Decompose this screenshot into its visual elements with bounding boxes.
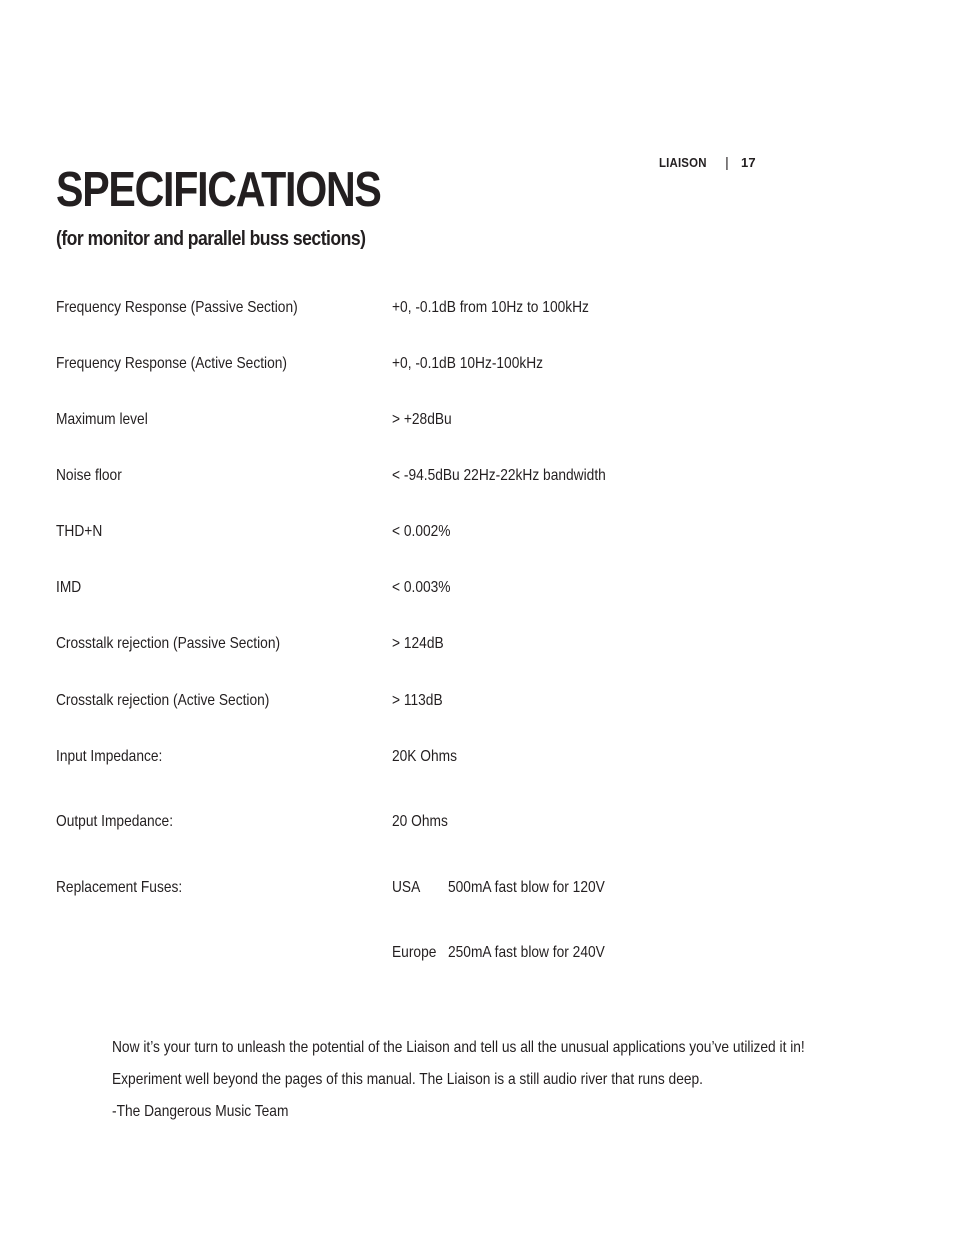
- spec-value: > 124dB: [392, 635, 444, 652]
- spec-value: +0, -0.1dB 10Hz-100kHz: [392, 355, 544, 372]
- closing-signature: -The Dangerous Music Team: [112, 1103, 289, 1120]
- spec-label: IMD: [56, 579, 82, 596]
- spec-label: Maximum level: [56, 411, 148, 428]
- page-header: [659, 154, 756, 170]
- spec-label: Crosstalk rejection (Active Section): [56, 692, 270, 709]
- spec-label: Noise floor: [56, 467, 122, 484]
- spec-value: > 113dB: [392, 692, 443, 709]
- spec-value: < -94.5dBu 22Hz-22kHz bandwidth: [392, 467, 606, 484]
- spec-value: +0, -0.1dB from 10Hz to 100kHz: [392, 299, 589, 316]
- brand-name: LIAISON: [659, 154, 707, 170]
- spec-label: Input Impedance:: [56, 748, 163, 765]
- spec-value: < 0.002%: [392, 523, 451, 540]
- fuse-region: USA: [392, 879, 421, 896]
- spec-label: Crosstalk rejection (Passive Section): [56, 635, 281, 652]
- spec-value: < 0.003%: [392, 579, 451, 596]
- closing-line: Experiment well beyond the pages of this manual. The Liaison is a still audio river that runs deep.: [112, 1071, 703, 1088]
- fuse-spec: 500mA fast blow for 120V: [448, 879, 605, 896]
- spec-label: THD+N: [56, 523, 103, 540]
- closing-line: Now it’s your turn to unleash the potential of the Liaison and tell us all the unusual applications you’ve utilized it in!: [112, 1039, 805, 1056]
- header-separator: |: [725, 154, 729, 170]
- fuses-label: Replacement Fuses:: [56, 879, 183, 896]
- page-number: 17: [740, 154, 756, 170]
- fuse-region: Europe: [392, 944, 437, 961]
- spec-label: Output Impedance:: [56, 813, 174, 830]
- spec-label: Frequency Response (Passive Section): [56, 299, 298, 316]
- spec-value: 20K Ohms: [392, 748, 458, 765]
- spec-value: 20 Ohms: [392, 813, 448, 830]
- fuse-spec: 250mA fast blow for 240V: [448, 944, 605, 961]
- spec-label: Frequency Response (Active Section): [56, 355, 287, 372]
- page-subtitle: (for monitor and parallel buss sections): [56, 228, 366, 250]
- spec-value: > +28dBu: [392, 411, 452, 428]
- page-title: SPECIFICATIONS: [56, 163, 381, 217]
